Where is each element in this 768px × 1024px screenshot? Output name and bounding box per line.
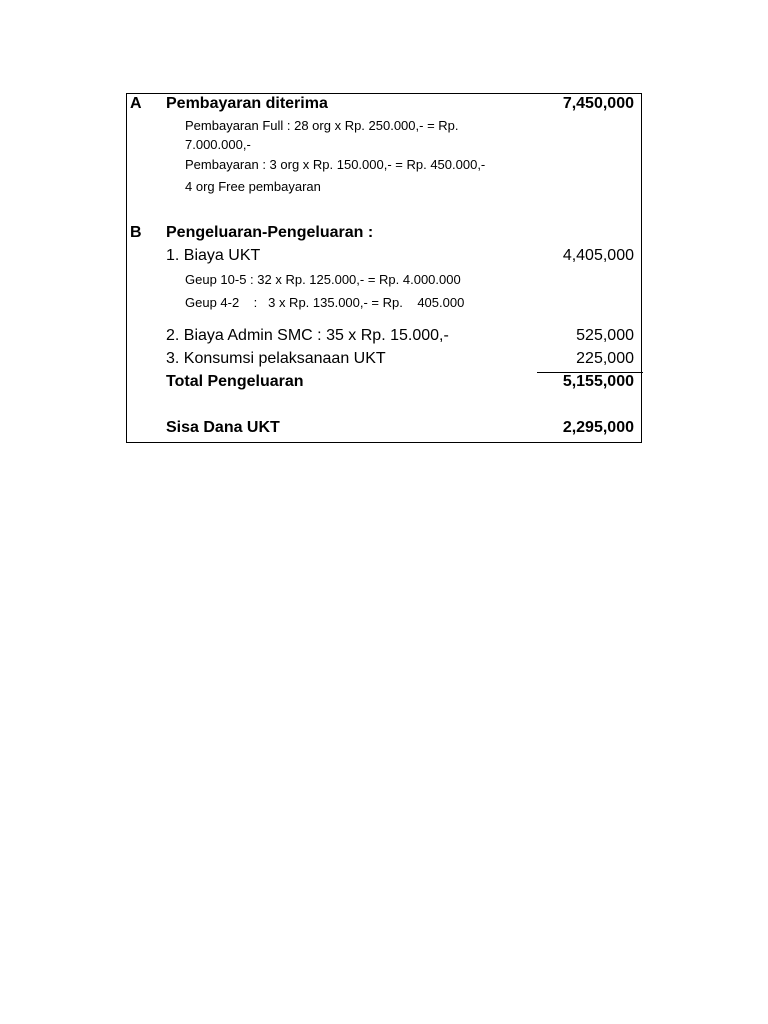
financial-report-table (126, 93, 642, 443)
item-konsumsi-label: 3. Konsumsi pelaksanaan UKT (166, 350, 386, 367)
sisa-dana-label: Sisa Dana UKT (166, 419, 280, 436)
total-pengeluaran-amount: 5,155,000 (562, 373, 634, 390)
section-a-detail-line: Pembayaran : 3 org x Rp. 150.000,- = Rp. 450.000,- (185, 157, 486, 172)
section-a-detail-line: Pembayaran Full : 28 org x Rp. 250.000,- = Rp. (185, 118, 459, 133)
item-biaya-ukt-amount: 4,405,000 (562, 247, 634, 264)
biaya-ukt-detail-line: Geup 10-5 : 32 x Rp. 125.000,- = Rp. 4.000.000 (185, 272, 461, 287)
section-a-title: Pembayaran diterima (166, 95, 328, 112)
item-biaya-admin-amount: 525,000 (576, 327, 634, 344)
section-b-title: Pengeluaran-Pengeluaran : (166, 224, 374, 241)
section-a-total: 7,450,000 (562, 95, 634, 112)
item-biaya-admin-label: 2. Biaya Admin SMC : 35 x Rp. 15.000,- (166, 327, 449, 344)
sisa-dana-amount: 2,295,000 (562, 419, 634, 436)
total-pengeluaran-label: Total Pengeluaran (166, 373, 304, 390)
item-konsumsi-amount: 225,000 (576, 350, 634, 367)
section-a-letter: A (130, 95, 142, 112)
section-a-detail-line: 4 org Free pembayaran (185, 179, 321, 194)
biaya-ukt-detail-line: Geup 4-2 : 3 x Rp. 135.000,- = Rp. 405.000 (185, 295, 465, 310)
section-a-detail-line: 7.000.000,- (185, 137, 251, 152)
section-b-letter: B (130, 224, 142, 241)
item-biaya-ukt-label: 1. Biaya UKT (166, 247, 261, 264)
